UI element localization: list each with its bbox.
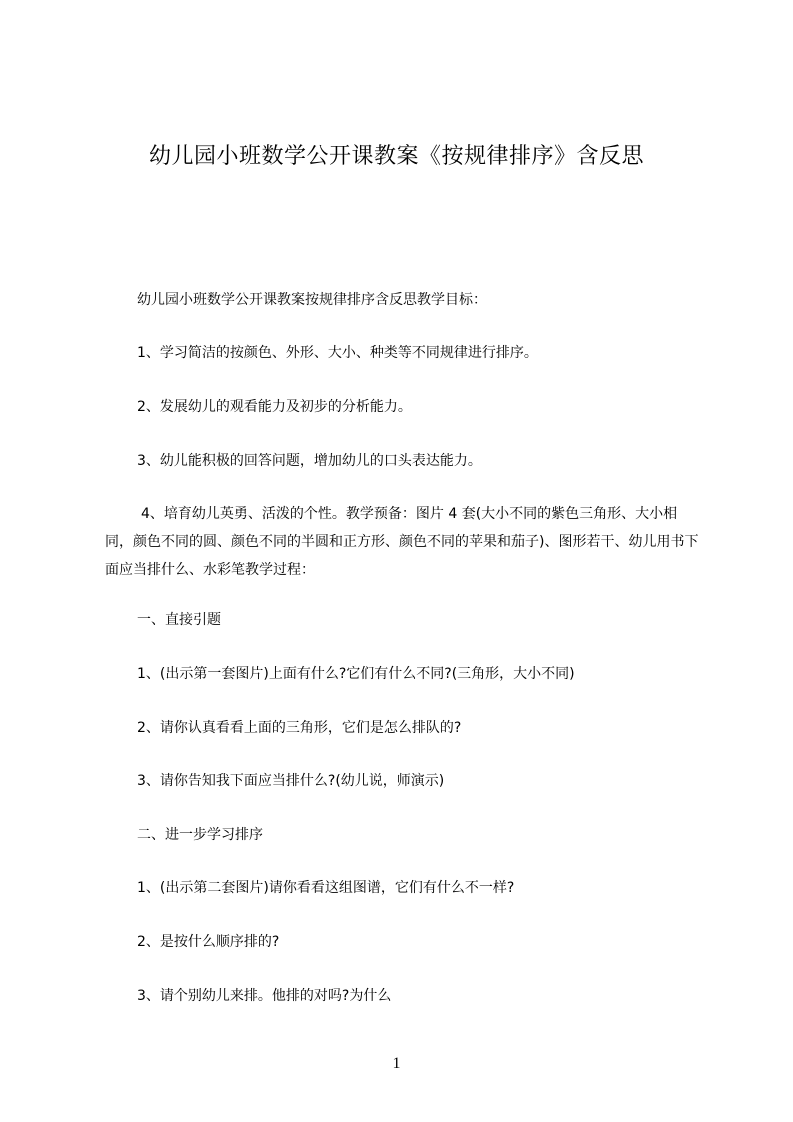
paragraph-objective-4-preparation: 4、培育幼儿英勇、活泼的个性。教学预备：图片 4 套(大小不同的紫色三角形、大小相同，颜色不同的圆、颜色不同的半圆和正方形、颜色不同的苹果和茄子)、图形若干、幼儿用书下面应当排什么、水彩笔教学过程：	[105, 506, 699, 578]
paragraph-objectives-intro: 幼儿园小班数学公开课教案按规律排序含反思教学目标：	[137, 292, 487, 308]
paragraph-objective-3: 3、幼儿能积极的回答问题，增加幼儿的口头表达能力。	[137, 453, 482, 469]
page-number: 1	[392, 1055, 401, 1072]
document-title: 幼儿园小班数学公开课教案《按规律排序》含反思	[148, 144, 644, 169]
paragraph-step-2-2: 2、是按什么顺序排的?	[137, 934, 280, 950]
paragraph-objective-1: 1、学习简洁的按颜色、外形、大小、种类等不同规律进行排序。	[137, 345, 538, 361]
paragraph-step-1-3: 3、请你告知我下面应当排什么?(幼儿说，师演示)	[137, 773, 445, 789]
paragraph-objective-2: 2、发展幼儿的观看能力及初步的分析能力。	[137, 399, 412, 415]
section-heading-2: 二、进一步学习排序	[137, 827, 263, 843]
section-heading-1: 一、直接引题	[137, 612, 221, 628]
paragraph-step-1-2: 2、请你认真看看上面的三角形，它们是怎么排队的?	[137, 720, 462, 736]
paragraph-step-2-3: 3、请个别幼儿来排。他排的对吗?为什么	[137, 988, 392, 1004]
paragraph-step-2-1: 1、(出示第二套图片)请你看看这组图谱，它们有什么不一样?	[137, 880, 515, 896]
paragraph-step-1-1: 1、(出示第一套图片)上面有什么?它们有什么不同?(三角形，大小不同)	[137, 666, 575, 682]
